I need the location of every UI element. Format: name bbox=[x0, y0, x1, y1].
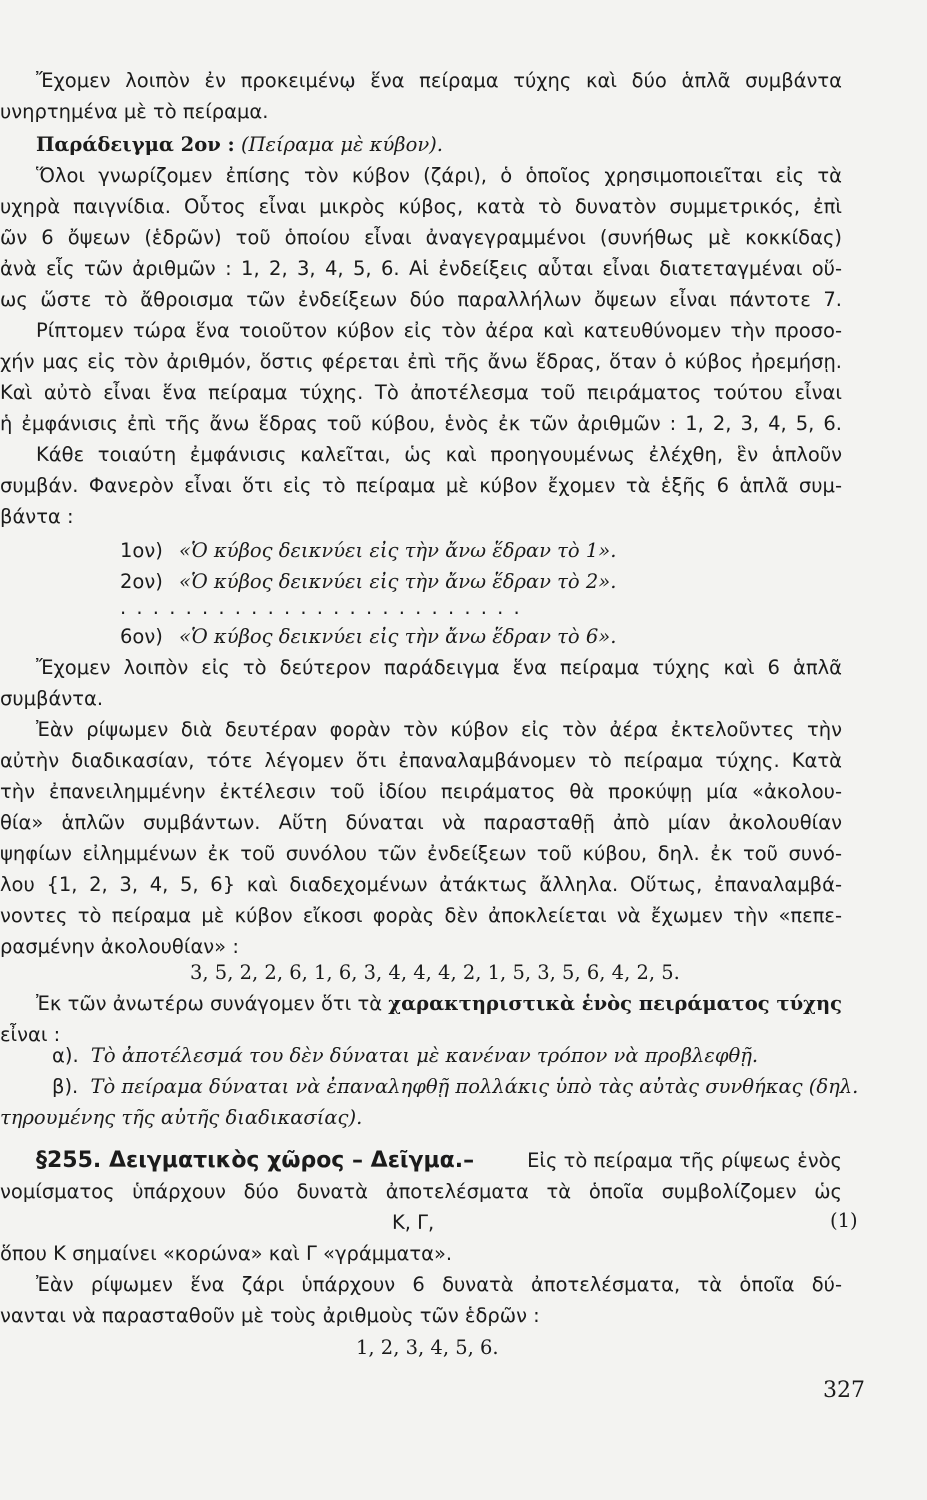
text-line: χήν μας εἰς τὸν ἀριθμόν, ὅστις φέρεται ἐπὶ τῆς ἄνω ἕδρας, ὅταν ὁ κύβος ἠρεμήσῃ. bbox=[0, 350, 842, 373]
property-letter: α). bbox=[52, 1044, 79, 1067]
text-line: ἀνὰ εἷς τῶν ἀριθμῶν : 1, 2, 3, 4, 5, 6. Αἱ ἐνδείξεις αὗται εἶναι διατεταγμέναι οὕ- bbox=[0, 257, 842, 280]
faces-list: 1, 2, 3, 4, 5, 6. bbox=[356, 1336, 499, 1359]
formula: Κ, Γ, bbox=[392, 1211, 435, 1234]
text-line: Ἐὰν ρίψωμεν ἕνα ζάρι ὑπάρχουν 6 δυνατὰ ἀποτελέσματα, τὰ ὁποῖα δύ- bbox=[36, 1273, 842, 1296]
text-line: ἡ ἐμφάνισις ἐπὶ τῆς ἄνω ἕδρας τοῦ κύβου, ἑνὸς ἐκ τῶν ἀριθμῶν : 1, 2, 3, 4, 5, 6. bbox=[0, 412, 842, 435]
text-line: βάντα : bbox=[0, 505, 74, 528]
text-line: νανται νὰ παρασταθοῦν μὲ τοὺς ἀριθμοὺς τῶν ἑδρῶν : bbox=[0, 1304, 540, 1327]
emphasis: χαρακτηριστικὰ ἑνὸς πειράματος τύχης bbox=[388, 992, 843, 1015]
text-line: ρασμένην ἀκολουθίαν» : bbox=[0, 935, 239, 958]
text-line: ὅπου Κ σημαίνει «κορώνα» καὶ Γ «γράμματα». bbox=[0, 1242, 453, 1265]
text-line: ῶν 6 ὄψεων (ἑδρῶν) τοῦ ὁποίου εἶναι ἀναγεγραμμένοι (συνήθως μὲ κοκκίδας) bbox=[0, 226, 842, 249]
text-line: νομίσματος ὑπάρχουν δύο δυνατὰ ἀποτελέσματα τὰ ὁποῖα συμβολίζομεν ὡς bbox=[0, 1180, 842, 1203]
sequence: 3, 5, 2, 2, 6, 1, 6, 3, 4, 4, 4, 2, 1, 5, 3, 5, 6, 4, 2, 5. bbox=[190, 961, 680, 984]
outcome-item bbox=[120, 622, 927, 652]
text-line: Ἐὰν ρίψωμεν διὰ δευτέραν φορὰν τὸν κύβον εἰς τὸν ἀέρα ἐκτελοῦντες τὴν bbox=[36, 718, 842, 741]
outcome-number: 2ον) bbox=[120, 570, 163, 593]
section-text: Εἰς τὸ πείραμα τῆς ρίψεως ἑνὸς bbox=[527, 1149, 842, 1172]
text-line: τὴν ἐπανειλημμένην ἐκτέλεσιν τοῦ ἰδίου πειράματος θὰ προκύψῃ μία «ἀκολου- bbox=[0, 780, 842, 803]
text-line: λου {1, 2, 3, 4, 5, 6} καὶ διαδεχομένων ἀτάκτως ἄλληλα. Οὕτως, ἐπαναλαμβά- bbox=[0, 873, 842, 896]
text-line: νοντες τὸ πείραμα μὲ κύβον εἴκοσι φορὰς δὲν ἀποκλείεται νὰ ἔχωμεν τὴν «πεπε- bbox=[0, 904, 842, 927]
text-fragment: Ἐκ τῶν ἀνωτέρω συνάγομεν ὅτι τὰ bbox=[36, 992, 383, 1015]
text-line: υχηρὰ παιγνίδια. Οὗτος εἶναι μικρὸς κύβος, κατὰ τὸ δυνατὸν συμμετρικός, ἐπὶ bbox=[0, 195, 842, 218]
outcome-item bbox=[120, 536, 927, 566]
text-line: Ἔχομεν λοιπὸν εἰς τὸ δεύτερον παράδειγμα ἕνα πείραμα τύχης καὶ 6 ἁπλᾶ bbox=[36, 656, 842, 679]
outcome-text: «Ὁ κύβος δεικνύει εἰς τὴν ἄνω ἕδραν τὸ 6». bbox=[179, 625, 617, 648]
text-line: υνηρτημένα μὲ τὸ πείραμα. bbox=[0, 100, 269, 123]
text-line: Καὶ αὐτὸ εἶναι ἕνα πείραμα τύχης. Τὸ ἀποτέλεσμα τοῦ πειράματος τούτου εἶναι bbox=[0, 381, 842, 404]
text-line: συμβάν. Φανερὸν εἶναι ὅτι εἰς τὸ πείραμα μὲ κύβον ἔχομεν τὰ ἑξῆς 6 ἁπλᾶ συμ- bbox=[0, 474, 842, 497]
property-text: Τὸ πείραμα δύναται νὰ ἐπαναληφθῇ πολλάκις ὑπὸ τὰς αὐτὰς συνθήκας (δηλ. bbox=[90, 1075, 859, 1098]
ellipsis-dots: . . . . . . . . . . . . . . . . . . . . . . . . . bbox=[120, 596, 522, 619]
text-line: τηρουμένης τῆς αὐτῆς διαδικασίας). bbox=[0, 1106, 363, 1129]
text-line: ψηφίων εἰλημμένων ἐκ τοῦ συνόλου τῶν ἐνδείξεων τοῦ κύβου, δηλ. ἐκ τοῦ συνό- bbox=[0, 842, 842, 865]
text-line: ως ὥστε τὸ ἄθροισμα τῶν ἐνδείξεων δύο παραλλήλων ὄψεων εἶναι πάντοτε 7. bbox=[0, 288, 842, 311]
text-line: Ἔχομεν λοιπὸν ἐν προκειμένῳ ἕνα πείραμα τύχης καὶ δύο ἁπλᾶ συμβάντα bbox=[36, 69, 842, 92]
outcome-text: «Ὁ κύβος δεικνύει εἰς τὴν ἄνω ἕδραν τὸ 1». bbox=[179, 539, 617, 562]
text-line: συμβάντα. bbox=[0, 687, 104, 710]
text-line: θία» ἁπλῶν συμβάντων. Αὕτη δύναται νὰ παρασταθῇ ἀπὸ μίαν ἀκολουθίαν bbox=[0, 811, 842, 834]
property-item bbox=[52, 1072, 922, 1102]
text-line: Κάθε τοιαύτη ἐμφάνισις καλεῖται, ὡς καὶ προηγουμένως ἐλέχθη, ἓν ἁπλοῦν bbox=[36, 443, 842, 466]
example-subtitle: (Πείραμα μὲ κύβον). bbox=[240, 133, 443, 156]
property-letter: β). bbox=[52, 1075, 79, 1098]
text-line: Ὅλοι γνωρίζομεν ἐπίσης τὸν κύβον (ζάρι), ὁ ὁποῖος χρησιμοποιεῖται εἰς τὰ bbox=[36, 164, 842, 187]
section-title: §255. Δειγματικὸς χῶρος – Δεῖγμα.– bbox=[36, 1148, 475, 1173]
text-line bbox=[36, 989, 842, 1019]
example-heading bbox=[36, 130, 906, 160]
outcome-text: «Ὁ κύβος δεικνύει εἰς τὴν ἄνω ἕδραν τὸ 2». bbox=[179, 570, 617, 593]
text-line: εἶναι : bbox=[0, 1023, 61, 1046]
text-line: Ρίπτομεν τώρα ἕνα τοιοῦτον κύβον εἰς τὸν ἀέρα καὶ κατευθύνομεν τὴν προσο- bbox=[36, 319, 842, 342]
property-item bbox=[52, 1041, 922, 1071]
property-text: Τὸ ἀποτέλεσμά του δὲν δύναται μὲ κανέναν τρόπον νὰ προβλεφθῇ. bbox=[90, 1044, 759, 1067]
page-number: 327 bbox=[823, 1378, 865, 1403]
equation-number: (1) bbox=[830, 1209, 858, 1232]
outcome-number: 1ον) bbox=[120, 539, 163, 562]
example-title: Παράδειγμα 2ον : bbox=[36, 133, 235, 156]
outcome-number: 6ον) bbox=[120, 625, 163, 648]
section-heading bbox=[36, 1146, 842, 1176]
text-line: αὐτὴν διαδικασίαν, τότε λέγομεν ὅτι ἐπαναλαμβάνομεν τὸ πείραμα τύχης. Κατὰ bbox=[0, 749, 842, 772]
